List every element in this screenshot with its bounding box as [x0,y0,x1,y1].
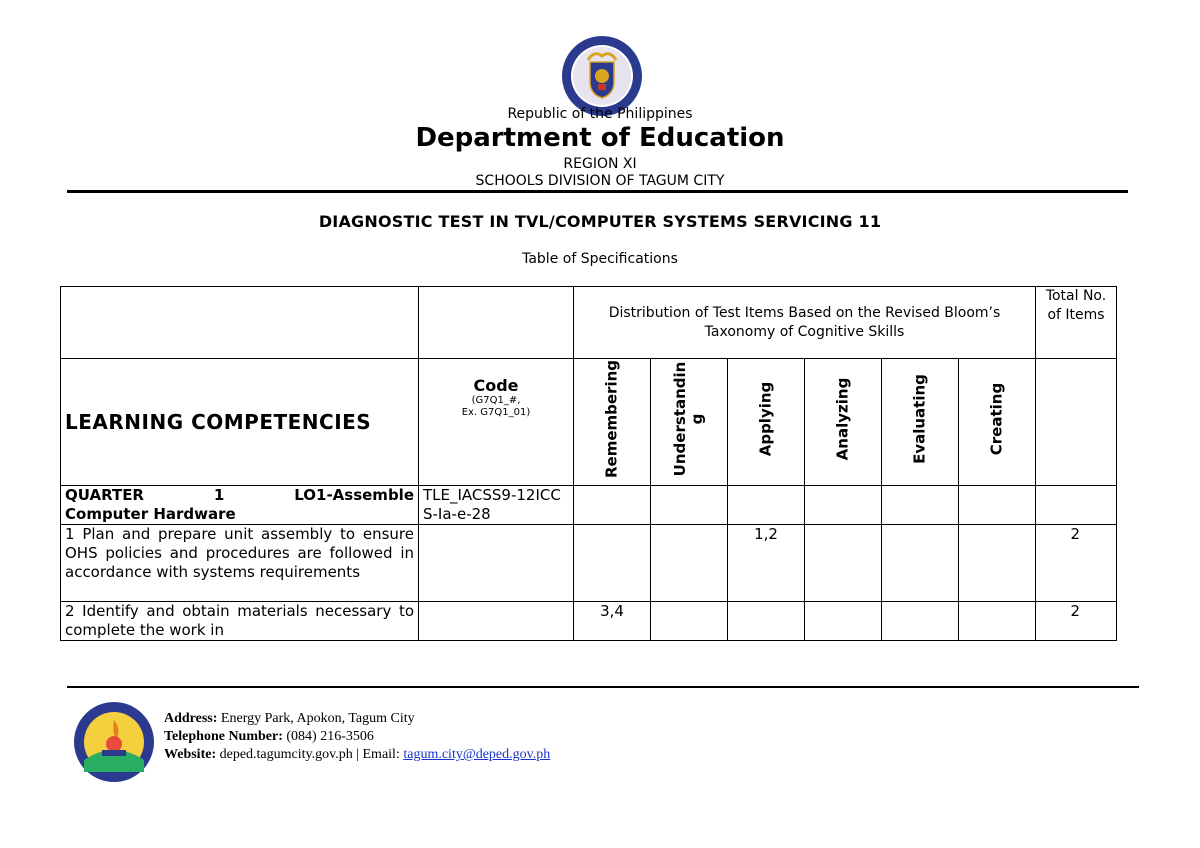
level-header-cell [574,359,651,486]
level-understanding: Understanding [671,361,706,477]
address-value: Energy Park, Apokon, Tagum City [220,711,415,726]
level-header-cell [959,359,1036,486]
empty-header-cell [419,287,574,359]
quarter-label-cell [61,486,419,525]
footer-contact [164,710,550,764]
specification-table [60,286,1117,641]
test-title: DIAGNOSTIC TEST IN TVL/COMPUTER SYSTEMS SERVICING 11 [318,212,882,231]
code-header: Code [473,375,519,395]
level-analyzing: Analyzing [833,377,852,461]
learning-outcome-label: LO1-Assemble [294,486,414,504]
quarter-number: 1 [213,486,225,504]
division-label: SCHOOLS DIVISION OF TAGUM CITY [475,173,725,189]
level-applying: Applying [756,381,775,457]
applying-items: 1,2 [728,525,805,602]
level-header-cell [805,359,882,486]
phone-label: Telephone Number: [164,729,283,744]
quarter-row [61,486,1117,525]
code-header-cell [419,359,574,486]
empty-header-cell [61,287,419,359]
division-seal-icon [72,700,156,784]
level-header-cell [882,359,959,486]
table-header-row [61,287,1117,359]
remembering-items: 3,4 [574,602,651,641]
email-link[interactable]: tagum.city@deped.gov.ph [403,747,551,762]
footer-divider [67,686,1139,688]
competencies-header: LEARNING COMPETENCIES [61,359,419,486]
address-label: Address: [164,711,218,726]
competency-text: 1 Plan and prepare unit assembly to ensure OHS policies and procedures are followed in accordance with systems requirements [61,525,419,602]
republic-label: Republic of the Philippines [507,106,693,122]
level-evaluating: Evaluating [910,374,929,464]
phone-value: (084) 216-3506 [286,729,374,744]
region-label: REGION XI [563,156,637,172]
code-format-hint: (G7Q1_#, [471,394,521,406]
level-header-cell [651,359,728,486]
table-row [61,525,1117,602]
empty-total-cell [1036,359,1117,486]
quarter-label: QUARTER [65,486,144,504]
table-row [61,602,1117,641]
distribution-header: Distribution of Test Items Based on the Revised Bloom’s Taxonomy of Cognitive Skills [574,287,1036,359]
document-subtitle: Table of Specifications [522,251,678,267]
total-items: 2 [1036,602,1117,641]
competency-text: 2 Identify and obtain materials necessary to complete the work in [61,602,419,641]
header-divider [67,190,1128,193]
department-title: Department of Education [415,123,785,153]
website-label: Website: [164,747,217,762]
level-remembering: Remembering [602,359,621,479]
learning-outcome-title: Computer Hardware [65,505,236,523]
quarter-code: TLE_IACSS9-12ICCS-Ia-e-28 [419,486,574,525]
level-creating: Creating [987,382,1006,456]
total-items: 2 [1036,525,1117,602]
total-items-header: Total No. of Items [1036,287,1117,359]
code-example-hint: Ex. G7Q1_01) [461,406,531,418]
table-subheader-row [61,359,1117,486]
website-value: deped.tagumcity.gov.ph | Email: [219,747,400,762]
level-header-cell [728,359,805,486]
